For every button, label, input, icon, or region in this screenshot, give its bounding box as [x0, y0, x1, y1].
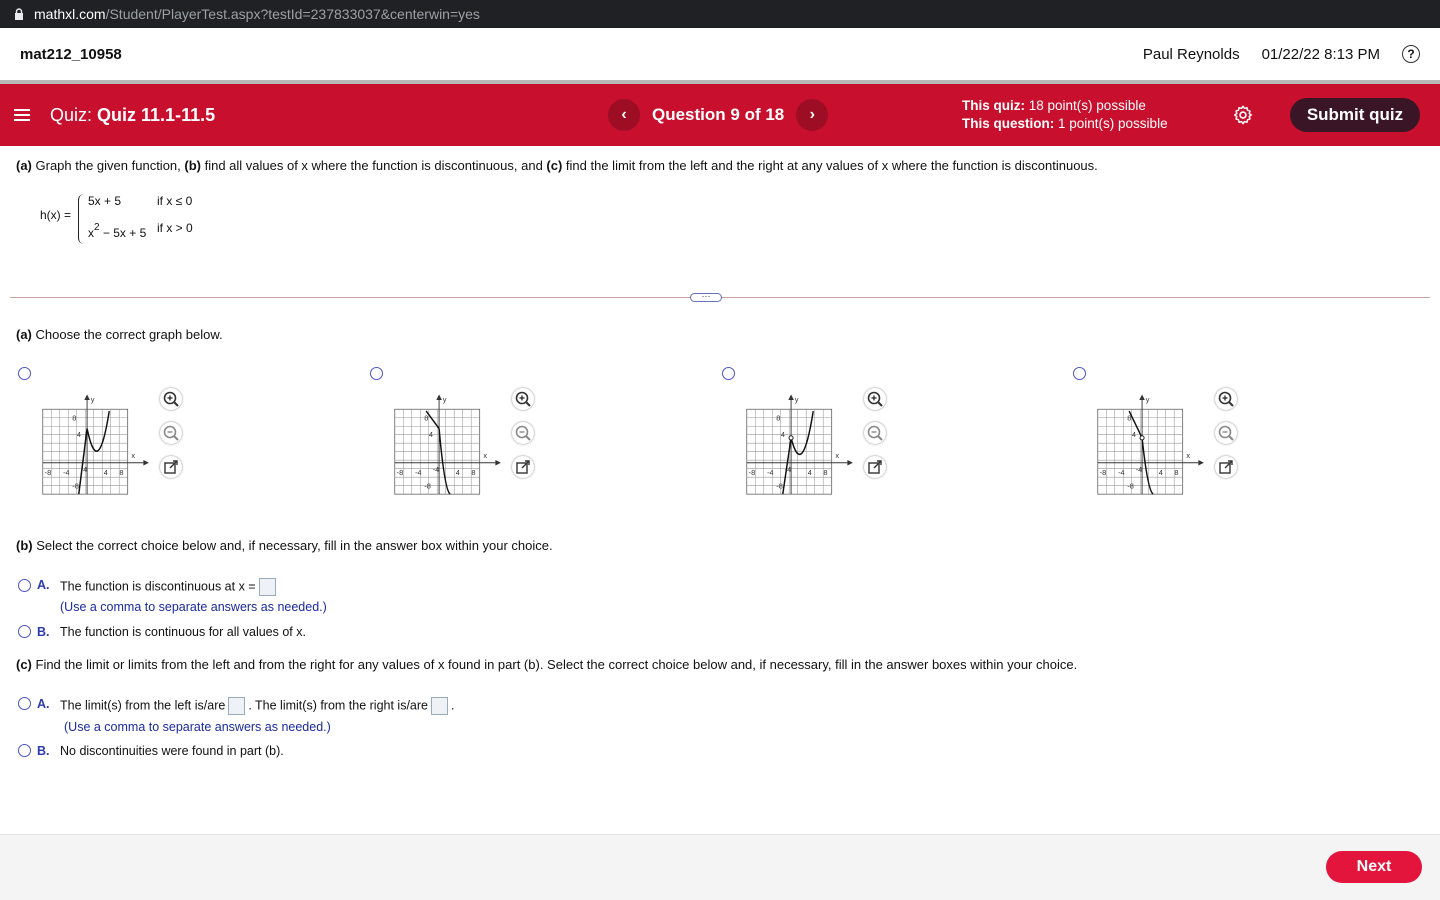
graph-option-4[interactable]	[1095, 388, 1215, 508]
graph-option-3[interactable]	[744, 388, 864, 508]
url-path: /Student/PlayerTest.aspx?testId=237833037&centerwin=yes	[105, 6, 480, 22]
tick-x-8: 8	[119, 467, 124, 477]
tick-y-neg8: -8	[1127, 481, 1134, 491]
left-limit-label: The limit(s) from the left is/are	[60, 698, 226, 713]
tick-x-8: 8	[1174, 467, 1179, 477]
part-b-option-b-letter: B.	[37, 625, 50, 639]
lock-icon	[14, 8, 24, 20]
tick-x-neg8: -8	[44, 467, 52, 477]
case2-rest: − 5x + 5	[99, 226, 147, 240]
part-b-option-a-letter: A.	[37, 578, 50, 592]
part-b-text: Select the correct choice below and, if necessary, fill in the answer box within your choice.	[32, 538, 553, 553]
discontinuity-x-answer-box[interactable]	[259, 578, 276, 596]
user-name: Paul Reynolds	[1142, 45, 1240, 63]
help-icon[interactable]: ?	[1402, 45, 1420, 63]
browser-url-bar[interactable]	[0, 0, 1440, 28]
function-label: h(x) =	[40, 208, 72, 222]
tick-y-neg8: -8	[424, 481, 431, 491]
next-button[interactable]: Next	[1326, 851, 1422, 883]
graph-option-3-zoom-out-icon[interactable]	[864, 422, 886, 444]
part-b-option-a-text	[60, 578, 279, 596]
part-b-prompt	[16, 538, 553, 553]
case2-condition: if x > 0	[157, 221, 193, 235]
part-a-text: Choose the correct graph below.	[31, 327, 223, 342]
x-axis-label: x	[131, 451, 136, 461]
x-axis-label: x	[835, 451, 840, 461]
tick-y-neg8: -8	[72, 481, 79, 491]
tick-y-4: 4	[428, 429, 434, 439]
part-b-option-a-hint: (Use a comma to separate answers as needed.)	[60, 600, 327, 614]
quiz-name: Quiz 11.1-11.5	[97, 104, 216, 125]
graph-option-1-zoom-in-icon[interactable]	[160, 388, 182, 410]
tick-x-neg8: -8	[396, 467, 404, 477]
graph-option-4-zoom-out-icon[interactable]	[1215, 422, 1237, 444]
part-c-option-a-hint: (Use a comma to separate answers as needed.)	[64, 720, 331, 734]
prompt-b-label: (b)	[184, 158, 201, 173]
right-limit-label: . The limit(s) from the right is/are	[248, 698, 429, 713]
part-c-option-a-radio[interactable]	[18, 697, 31, 710]
tick-y-neg4: -4	[1135, 465, 1143, 474]
part-a-label: (a)	[16, 327, 32, 342]
left-limit-answer-box[interactable]	[228, 697, 245, 715]
graph-option-2[interactable]	[392, 388, 512, 508]
expand-dots-button[interactable]: ···	[690, 293, 722, 302]
tick-x-neg8: -8	[1099, 467, 1107, 477]
quiz-points-value: 18 point(s) possible	[1028, 98, 1146, 113]
tick-x-neg4: -4	[63, 467, 70, 477]
quiz-title	[50, 105, 215, 126]
tick-x-8: 8	[471, 467, 476, 477]
question-number[interactable]: Question 9 of 18	[652, 105, 785, 124]
prompt-c-label: (c)	[546, 158, 563, 173]
tick-x-4: 4	[807, 467, 812, 477]
part-c-option-b-letter: B.	[37, 744, 50, 758]
tick-x-neg4: -4	[415, 467, 422, 477]
tick-x-4: 4	[1158, 467, 1163, 477]
url-host: mathxl.com	[34, 6, 106, 22]
quiz-points-label: This quiz:	[962, 98, 1025, 113]
part-a-prompt	[16, 327, 223, 342]
case2-exponent: 2	[94, 222, 100, 233]
question-points-value: 1 point(s) possible	[1058, 116, 1168, 131]
part-b-option-b-radio[interactable]	[18, 625, 31, 638]
prompt-a-label: (a)	[16, 158, 32, 173]
prompt-b-text: find all values of x where the function is discontinuous, and	[200, 158, 547, 173]
period: .	[451, 698, 455, 713]
part-b-label: (b)	[16, 538, 33, 553]
part-c-label: (c)	[16, 657, 32, 672]
part-b-option-b-text: The function is continuous for all values of x.	[60, 625, 306, 639]
course-name: mat212_10958	[20, 45, 122, 63]
tick-y-8: 8	[72, 413, 77, 423]
function-brace	[78, 194, 86, 244]
graph-option-1[interactable]	[40, 388, 160, 508]
graph-option-2-popout-icon[interactable]	[512, 456, 534, 478]
tick-y-neg4: -4	[784, 465, 792, 474]
y-axis-label: y	[90, 394, 95, 404]
tick-y-4: 4	[76, 429, 82, 439]
right-limit-answer-box[interactable]	[431, 697, 448, 715]
case2-expression	[88, 224, 146, 240]
graph-option-2-radio[interactable]	[370, 367, 383, 380]
tick-y-8: 8	[776, 413, 781, 423]
graph-option-3-zoom-in-icon[interactable]	[864, 388, 886, 410]
tick-x-8: 8	[823, 467, 828, 477]
y-axis-label: y	[794, 394, 799, 404]
part-b-option-a-label: The function is discontinuous at x =	[60, 579, 256, 594]
graph-option-4-zoom-in-icon[interactable]	[1215, 388, 1237, 410]
question-points-label: This question:	[962, 116, 1055, 131]
next-question-button[interactable]: ›	[796, 99, 828, 131]
part-c-prompt	[16, 657, 1077, 672]
y-axis-label: y	[1145, 394, 1150, 404]
graph-option-2-zoom-in-icon[interactable]	[512, 388, 534, 410]
case2-base: x	[88, 226, 94, 240]
tick-y-neg4: -4	[432, 465, 440, 474]
case1-condition: if x ≤ 0	[157, 194, 193, 208]
graph-option-1-radio[interactable]	[18, 367, 31, 380]
tick-y-4: 4	[780, 429, 786, 439]
tick-y-8: 8	[424, 413, 429, 423]
course-header	[0, 28, 1440, 80]
part-c-option-a-text	[60, 697, 455, 715]
tick-x-4: 4	[455, 467, 460, 477]
graph-option-1-popout-icon[interactable]	[160, 456, 182, 478]
tick-y-4: 4	[1131, 429, 1137, 439]
previous-question-button[interactable]: ‹	[608, 99, 640, 131]
part-b-option-a-radio[interactable]	[18, 579, 31, 592]
tick-x-neg4: -4	[767, 467, 774, 477]
part-c-option-b-text: No discontinuities were found in part (b).	[60, 744, 284, 758]
x-axis-label: x	[483, 451, 488, 461]
quiz-prefix: Quiz:	[50, 104, 93, 125]
tick-x-4: 4	[103, 467, 108, 477]
quiz-bar	[0, 84, 1440, 146]
question-prompt	[16, 158, 1098, 173]
tick-x-neg8: -8	[748, 467, 756, 477]
hamburger-menu-icon[interactable]	[14, 109, 30, 121]
part-c-option-b-radio[interactable]	[18, 744, 31, 757]
footer-bar	[0, 834, 1440, 900]
graph-option-4-popout-icon[interactable]	[1215, 456, 1237, 478]
date-time: 01/22/22 8:13 PM	[1261, 45, 1380, 63]
graph-option-2-zoom-out-icon[interactable]	[512, 422, 534, 444]
graph-option-3-radio[interactable]	[722, 367, 735, 380]
x-axis-label: x	[1186, 451, 1191, 461]
graph-option-1-zoom-out-icon[interactable]	[160, 422, 182, 444]
case1-expression: 5x + 5	[88, 194, 122, 208]
y-axis-label: y	[442, 394, 447, 404]
points-info	[962, 97, 1168, 133]
graph-option-3-popout-icon[interactable]	[864, 456, 886, 478]
graph-option-4-radio[interactable]	[1073, 367, 1086, 380]
tick-y-neg8: -8	[776, 481, 783, 491]
submit-quiz-button[interactable]: Submit quiz	[1290, 98, 1420, 132]
settings-gear-icon[interactable]	[1232, 104, 1254, 126]
tick-y-8: 8	[1127, 413, 1132, 423]
prompt-c-text: find the limit from the left and the right at any values of x where the function is discontinuous.	[562, 158, 1098, 173]
part-c-text: Find the limit or limits from the left and from the right for any values of x found in part (b). Select the correct choice below and, if necessary, fill in the answer boxes within your choice.	[31, 657, 1078, 672]
tick-x-neg4: -4	[1118, 467, 1125, 477]
tick-y-neg4: -4	[80, 465, 88, 474]
part-c-option-a-letter: A.	[37, 697, 50, 711]
question-navigator	[608, 99, 828, 131]
prompt-a-text: Graph the given function,	[31, 158, 185, 173]
